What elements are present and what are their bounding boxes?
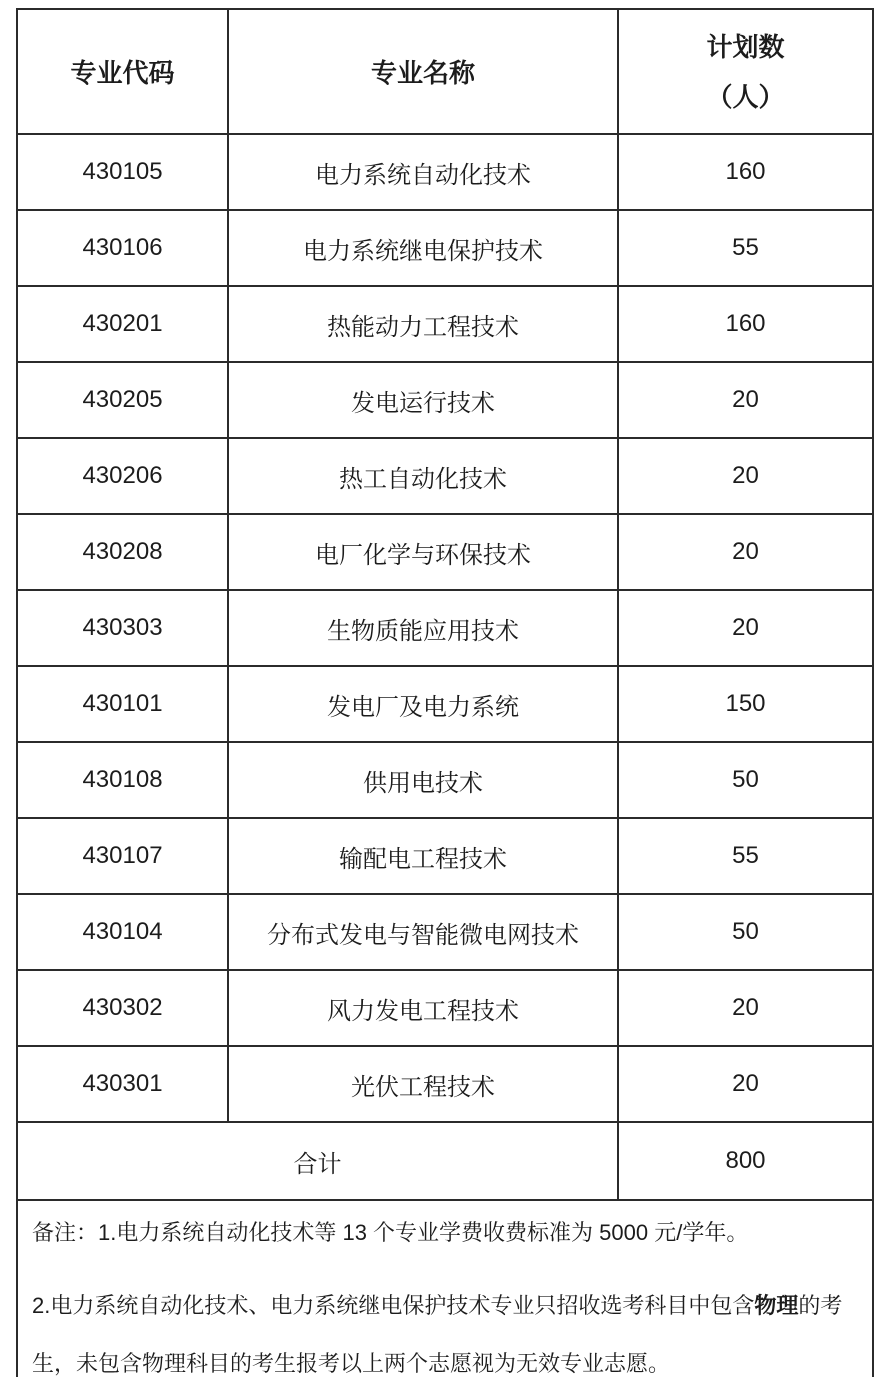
major-code: 430107 [17,818,228,894]
table-row [17,742,873,818]
total-row [17,1122,873,1200]
header-major-code: 专业代码 [17,9,228,134]
major-name: 分布式发电与智能微电网技术 [228,894,618,970]
major-name: 生物质能应用技术 [228,590,618,666]
major-name: 热能动力工程技术 [228,286,618,362]
note-2 [32,1277,856,1377]
major-code: 430301 [17,1046,228,1122]
plan-count: 50 [618,742,873,818]
major-name: 发电运行技术 [228,362,618,438]
major-code: 430104 [17,894,228,970]
header-plan-count-line1: 计划数 [706,31,785,62]
notes-row [17,1200,873,1377]
note-2-prefix: 2.电力系统自动化技术、电力系统继电保护技术专业只招收选考科目中包含 [32,1293,755,1318]
note-1: 备注：1.电力系统自动化技术等 13 个专业学费收费标准为 5000 元/学年。 [32,1220,749,1245]
table-row [17,590,873,666]
plan-count: 20 [618,590,873,666]
plan-count: 160 [618,286,873,362]
major-code: 430208 [17,514,228,590]
header-plan-count [618,9,873,134]
table-row [17,362,873,438]
major-code: 430106 [17,210,228,286]
plan-count: 150 [618,666,873,742]
note-2-bold-physics: 物理 [754,1293,799,1318]
major-name: 风力发电工程技术 [228,970,618,1046]
table-row [17,818,873,894]
major-name: 发电厂及电力系统 [228,666,618,742]
plan-count: 50 [618,894,873,970]
major-name: 电厂化学与环保技术 [228,514,618,590]
major-code: 430101 [17,666,228,742]
table-row [17,970,873,1046]
table-row [17,438,873,514]
major-name: 输配电工程技术 [228,818,618,894]
table-row [17,514,873,590]
table-row [17,286,873,362]
table-row [17,666,873,742]
plan-count: 20 [618,438,873,514]
plan-count: 20 [618,362,873,438]
major-name: 电力系统自动化技术 [228,134,618,210]
notes-cell [17,1200,873,1377]
total-label: 合计 [17,1122,618,1200]
header-major-name: 专业名称 [228,9,618,134]
total-value: 800 [618,1122,873,1200]
header-plan-count-line2: （人） [706,81,785,112]
major-name: 供用电技术 [228,742,618,818]
plan-count: 20 [618,514,873,590]
major-name: 热工自动化技术 [228,438,618,514]
major-code: 430206 [17,438,228,514]
major-code: 430302 [17,970,228,1046]
note-2-suffix: 的考生，未包含物理科目的考生报考以上两个志愿视为无效专业志愿。 [32,1293,843,1376]
table-row [17,134,873,210]
enrollment-plan-table [16,8,874,1377]
plan-count: 55 [618,818,873,894]
major-name: 电力系统继电保护技术 [228,210,618,286]
plan-count: 55 [618,210,873,286]
header-row [17,9,873,134]
major-code: 430108 [17,742,228,818]
table-row [17,210,873,286]
major-name: 光伏工程技术 [228,1046,618,1122]
plan-count: 20 [618,970,873,1046]
major-code: 430105 [17,134,228,210]
table-row [17,1046,873,1122]
table-row [17,894,873,970]
plan-count: 160 [618,134,873,210]
major-code: 430201 [17,286,228,362]
major-code: 430303 [17,590,228,666]
major-code: 430205 [17,362,228,438]
plan-count: 20 [618,1046,873,1122]
